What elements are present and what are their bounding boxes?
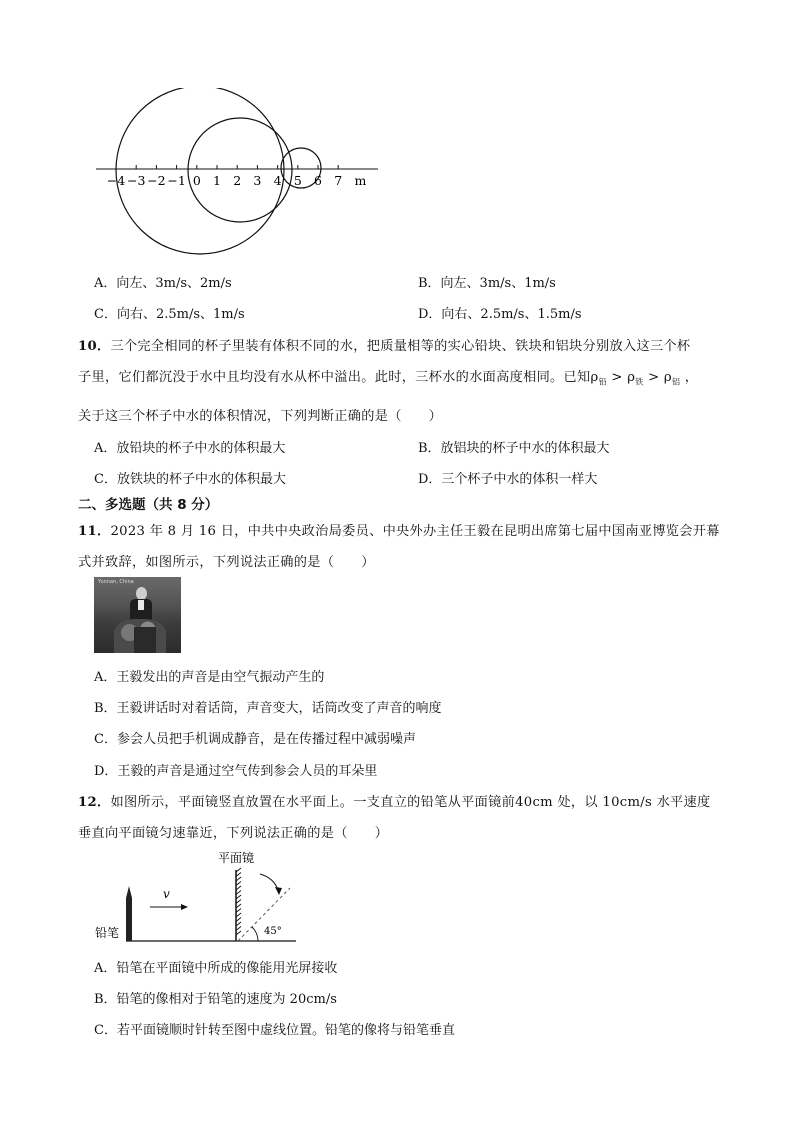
tick-label: 5 [293,173,302,188]
rho-lead-sub: 铅 [598,377,607,387]
tick-label: −2 [147,173,166,188]
podium [134,627,156,653]
tick-label: −1 [167,173,186,188]
q12-stem-line1 [78,791,711,810]
tick-label: −4 [106,173,126,188]
tick-label: 3 [253,173,262,188]
q11-option-a[interactable]: A．王毅发出的声音是由空气振动产生的 [94,670,325,685]
tick-label: m [354,173,367,188]
velocity-label: v [163,887,170,901]
q10-stem-line3: 关于这三个杯子中水的体积情况，下列判断正确的是（ ） [78,409,443,424]
q10-option-d[interactable]: D．三个杯子中水的体积一样大 [418,472,598,487]
q11-option-d[interactable]: D．王毅的声音是通过空气传到参会人员的耳朵里 [94,764,378,779]
q10-gt2: > ρ [643,370,672,385]
pencil-shape [126,886,132,941]
q10-option-b[interactable]: B．放铝块的杯子中水的体积最大 [418,441,610,456]
q11-option-b[interactable]: B．王毅讲话时对着话筒，声音变大，话筒改变了声音的响度 [94,701,442,716]
q9-option-b[interactable]: B．向左、3m/s、1m/s [418,276,556,291]
medium-circle [188,118,292,222]
q11-stem-line1 [78,520,720,539]
tick-label: −3 [126,173,146,188]
mirror-label: 平面镜 [218,851,255,865]
tick-label: 7 [334,173,343,188]
rho-aluminum-sub: 铝 [671,377,681,387]
section-multi-choice-title: 二、多选题（共 8 分） [78,497,219,513]
q10-option-c[interactable]: C．放铁块的杯子中水的体积最大 [94,472,286,487]
q9-option-d[interactable]: D．向右、2.5m/s、1.5m/s [418,307,582,322]
q11-stem-line2: 式并致辞，如图所示，下列说法正确的是（ ） [78,555,375,570]
q10-stem-line1 [78,335,690,354]
q12-option-a[interactable]: A．铅笔在平面镜中所成的像能用光屏接收 [94,961,338,976]
tick-label: 6 [314,173,322,188]
q10-text1: 三个完全相同的杯子里装有体积不同的水，把质量相等的实心铅块、铁块和铝块分别放入这三个杯 [110,339,691,354]
q11-option-c[interactable]: C．参会人员把手机调成静音，是在传播过程中减弱噪声 [94,732,416,747]
q12-text1: 如图所示，平面镜竖直放置在水平面上。一支直立的铅笔从平面镜前40cm 处，以 10cm/s 水平速度 [110,795,711,810]
q10-stem-line2 [78,366,698,388]
q9-option-c[interactable]: C．向右、2.5m/s、1m/s [94,307,245,322]
pencil-label: 铅笔 [95,926,120,940]
q12-option-b[interactable]: B．铅笔的像相对于铅笔的速度为 20cm/s [94,992,337,1007]
q12-option-c[interactable]: C．若平面镜顺时针转至图中虚线位置。铅笔的像将与铅笔垂直 [94,1023,455,1038]
mirror-pencil-figure [90,848,305,946]
q9-option-a[interactable]: A．向左、3m/s、2m/s [94,276,232,291]
angle-arc [252,927,258,941]
q10-text2-end: ， [680,370,699,385]
q10-text2: 子里，它们都沉没于水中且均没有水从杯中溢出。此时，三杯水的水面高度相同。已知ρ [78,370,599,385]
large-circle [116,88,284,254]
q10-number: 10． [78,339,111,354]
photo-caption: Yunnan, China [98,579,134,585]
tick-label: 1 [213,173,221,188]
rho-iron-sub: 铁 [635,377,644,387]
tick-label: 0 [192,173,201,188]
q10-gt1: > ρ [606,370,636,385]
q12-number: 12． [78,795,111,810]
tick-label: 4 [273,173,282,188]
tick-label: 2 [233,173,242,188]
q10-option-a[interactable]: A．放铅块的杯子中水的体积最大 [94,441,286,456]
q11-text1: 2023 年 8 月 16 日，中共中央政治局委员、中央外办主任王毅在昆明出席第七届中国南亚博览会开幕 [110,524,720,539]
q11-number: 11． [78,524,111,539]
speech-photo [94,577,181,653]
circles-number-line-figure [90,88,390,258]
angle-label: 45° [264,926,282,937]
q12-stem-line2: 垂直向平面镜匀速靠近，下列说法正确的是（ ） [78,826,389,841]
